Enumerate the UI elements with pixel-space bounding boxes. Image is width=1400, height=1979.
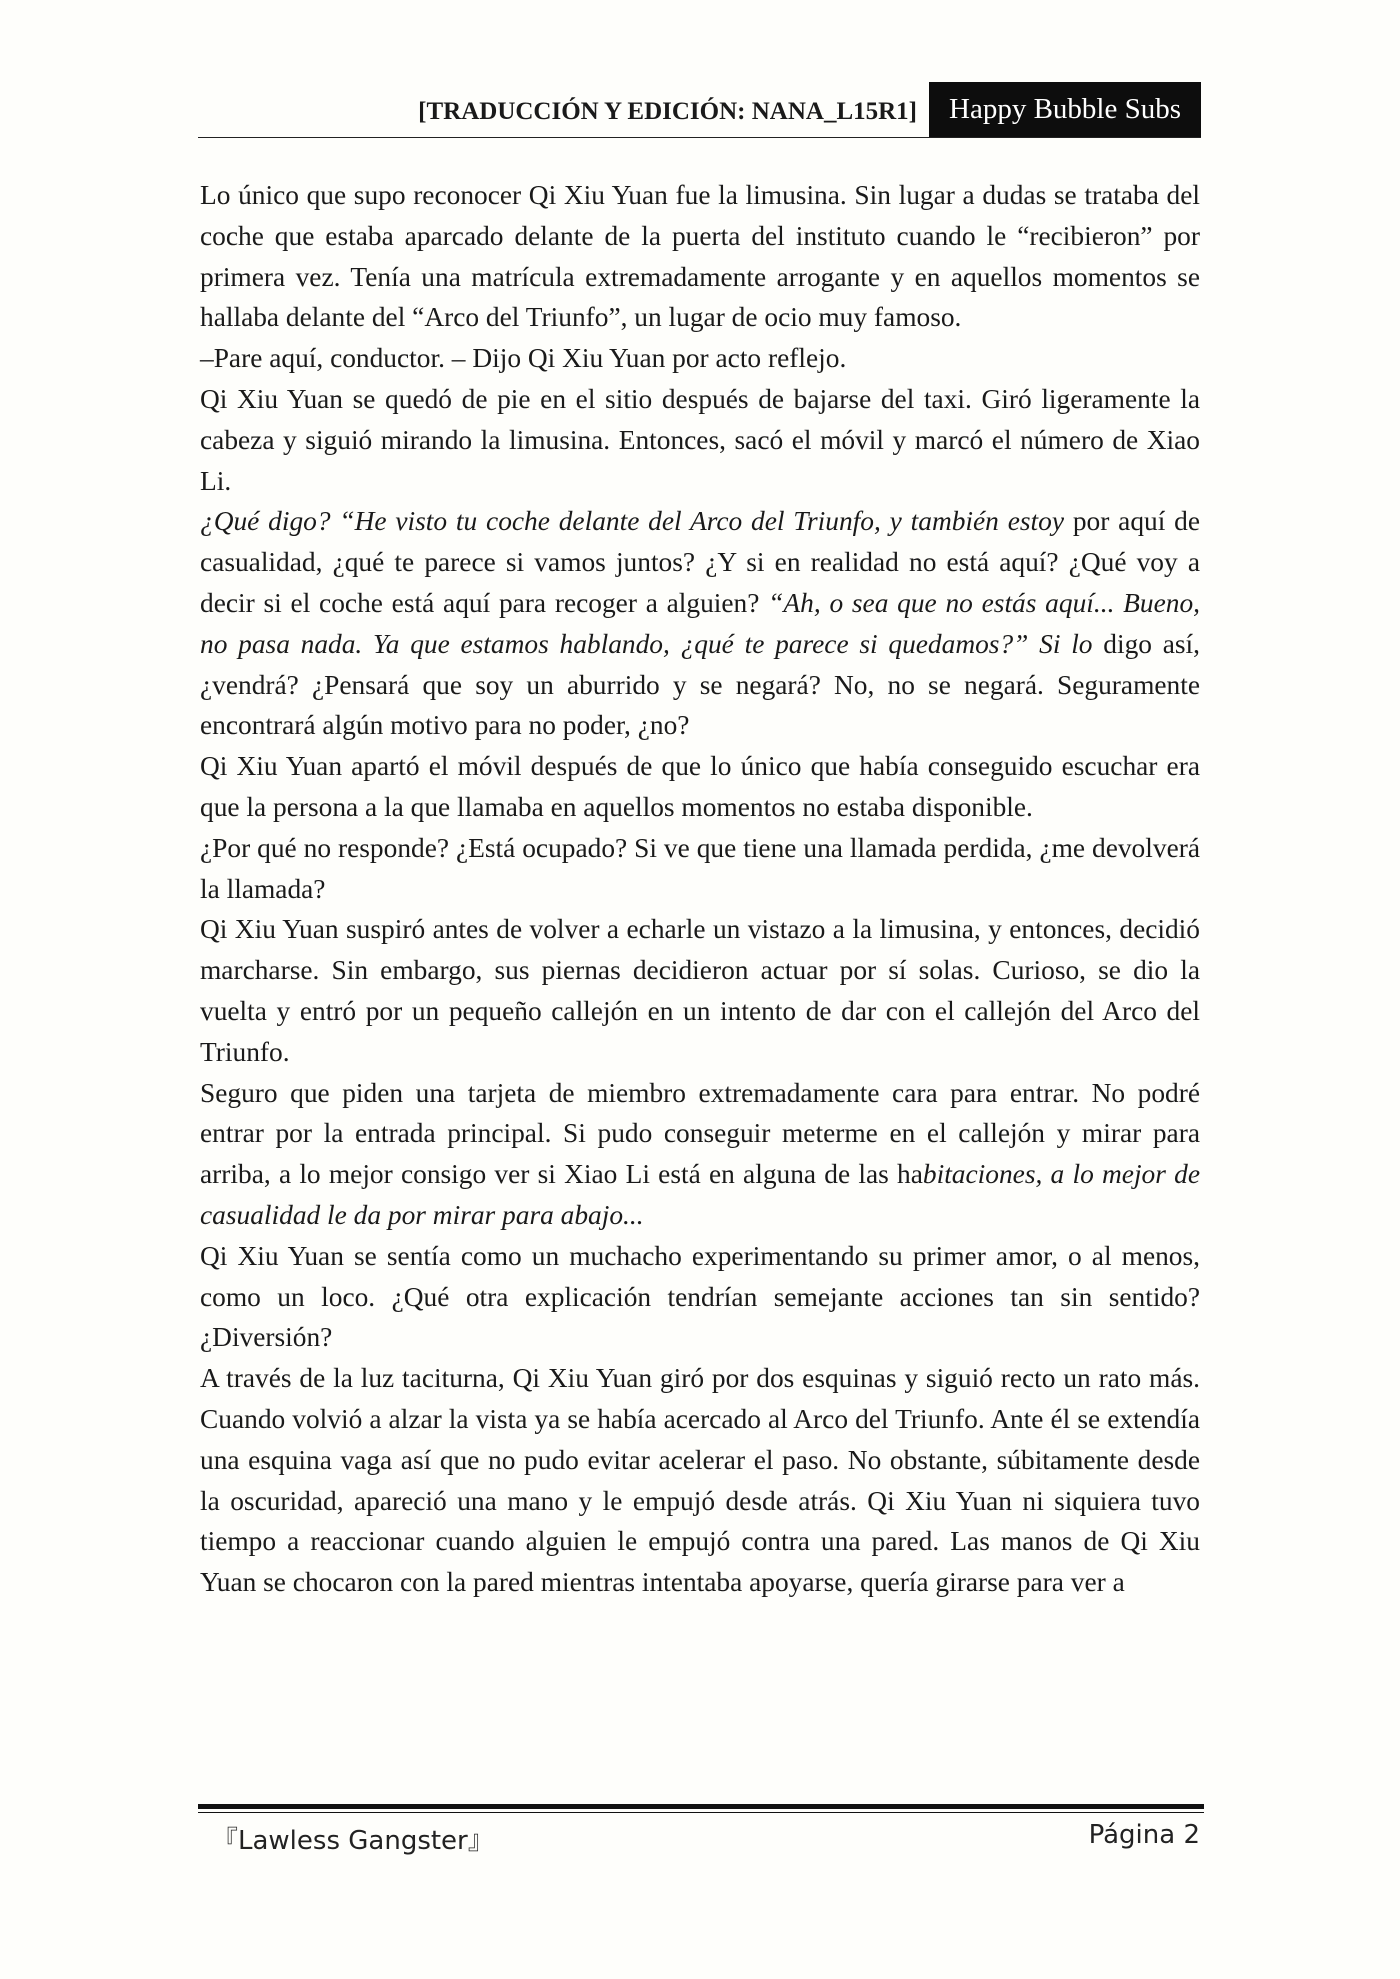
footer-page-number: Página 2 <box>1088 1820 1200 1850</box>
membership-italic: bitaciones, a lo mejor de casualidad le da por mirar para abajo... <box>200 1159 1200 1230</box>
paragraph-taxi: Qi Xiu Yuan se quedó de pie en el sitio después de bajarse del taxi. Giró ligeramente la cabeza y siguió mirando la limusina. Entonces, sacó el móvil y marcó el número de Xiao Li. <box>200 383 1200 496</box>
paragraph-why-no-answer: ¿Por qué no responde? ¿Está ocupado? Si ve que tiene una llamada perdida, ¿me devolverá la llamada? <box>200 832 1200 904</box>
footer-rule-thin <box>198 1812 1204 1813</box>
thought-plain-b: digo así, ¿vendrá? ¿Pensará que soy un aburrido y se negará? No, no se negará. Seguramente encontrará algún motivo para no poder, ¿no? <box>200 628 1200 741</box>
thought-plain-a: por aquí de casualidad, ¿qué te parece si vamos juntos? ¿Y si en realidad no está aquí? ¿Qué voy a decir si el coche está aquí para recoger a alguien? <box>200 506 1200 618</box>
paragraph-limousine: Lo único que supo reconocer Qi Xiu Yuan fue la limusina. Sin lugar a dudas se trataba del coche que estaba aparcado delante de la puerta del instituto cuando le “recibieron” por primera vez. Tenía una matrícula extremadamente arrogante y en aquellos momentos se hallaba delante del “Arco del Triunfo”, un lugar de ocio muy famoso. <box>200 180 1200 333</box>
paragraph-membership-card <box>200 1073 1200 1236</box>
paragraph-first-love: Qi Xiu Yuan se sentía como un muchacho experimentando su primer amor, o al menos, como un loco. ¿Qué otra explicación tendrían semejante acciones tan sin sentido? ¿Diversión? <box>200 1240 1200 1353</box>
body-text <box>200 175 1200 1603</box>
thought-italic-b: “Ah, o sea que no estás aquí... Bueno, no pasa nada. Ya que estamos hablando, ¿qué te parece si quedamos?” Si lo <box>200 587 1200 659</box>
group-brand-label: Happy Bubble Subs <box>929 82 1201 137</box>
paragraph-inner-thoughts <box>200 501 1200 746</box>
membership-plain: Seguro que piden una tarjeta de miembro extremadamente cara para entrar. No podré entrar por la entrada principal. Si pudo conseguir meterme en el callejón y mirar para arriba, a lo mejor consigo ver si Xiao Li está en alguna de las ha <box>200 1077 1200 1190</box>
footer-book-title: 『Lawless Gangster』 <box>212 1826 494 1856</box>
paragraph-driver-line: –Pare aquí, conductor. – Dijo Qi Xiu Yuan por acto reflejo. <box>200 343 847 374</box>
page-header <box>198 82 1201 138</box>
translation-credit: [TRADUCCIÓN Y EDICIÓN: NANA_L15R1] <box>418 97 917 125</box>
paragraph-pushed: A través de la luz taciturna, Qi Xiu Yuan giró por dos esquinas y siguió recto un rato más. Cuando volvió a alzar la vista ya se había acercado al Arco del Triunfo. Ante él se extendía una esquina vaga así que no pudo evitar acelerar el paso. No obstante, súbitamente desde la oscuridad, apareció una mano y le empujó desde atrás. Qi Xiu Yuan ni siquiera tuvo tiempo a reaccionar cuando alguien le empujó contra una pared. Las manos de Qi Xiu Yuan se chocaron con la pared mientras intentaba apoyarse, quería girarse para ver a <box>200 1363 1200 1598</box>
paragraph-alley: Qi Xiu Yuan suspiró antes de volver a echarle un vistazo a la limusina, y entonces, decidió marcharse. Sin embargo, sus piernas decidieron actuar por sí solas. Curioso, se dio la vuelta y entró por un pequeño callejón en un intento de dar con el callejón del Arco del Triunfo. <box>200 914 1200 1067</box>
footer-rule-thick <box>198 1804 1204 1809</box>
thought-italic-a: ¿Qué digo? “He visto tu coche delante del Arco del Triunfo, y también estoy <box>200 506 1064 537</box>
paragraph-phone-unavailable: Qi Xiu Yuan apartó el móvil después de que lo único que había conseguido escuchar era que la persona a la que llamaba en aquellos momentos no estaba disponible. <box>200 751 1200 822</box>
